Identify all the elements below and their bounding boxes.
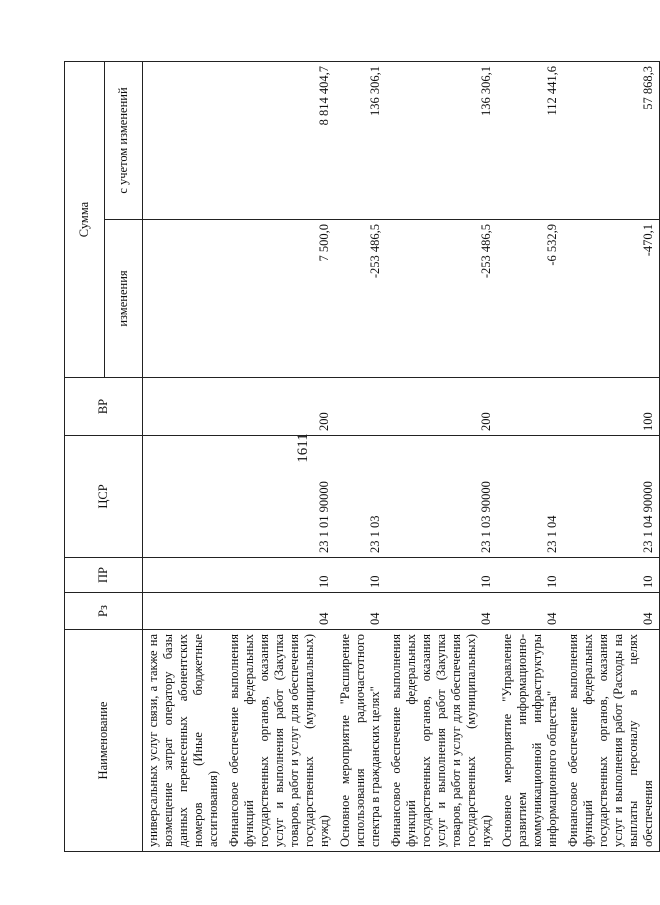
row-vr bbox=[143, 378, 225, 436]
budget-table bbox=[64, 61, 660, 852]
row-with-change: 136 306,1 bbox=[335, 62, 386, 220]
row-pr: 10 bbox=[335, 558, 386, 593]
table-row bbox=[497, 62, 563, 852]
row-csr: 23 1 04 90000 bbox=[563, 436, 660, 558]
table-row bbox=[143, 62, 225, 852]
row-name: Основное мероприятие "Расширение использования радиочастотного спектра в гражданских целях" bbox=[335, 630, 386, 852]
row-change: -253 486,5 bbox=[335, 220, 386, 378]
row-change bbox=[143, 220, 225, 378]
row-name: Финансовое обеспечение выполнения функций федеральных государственных органов, оказания услуг и выполнения работ (Расходы на выплаты персоналу в целях обеспечения bbox=[563, 630, 660, 852]
row-csr: 23 1 03 90000 bbox=[386, 436, 497, 558]
row-change: 7 500,0 bbox=[224, 220, 335, 378]
row-csr: 23 1 03 bbox=[335, 436, 386, 558]
row-pr: 10 bbox=[497, 558, 563, 593]
table-row bbox=[335, 62, 386, 852]
row-vr bbox=[335, 378, 386, 436]
header-change: изменения bbox=[105, 220, 143, 378]
row-rz: 04 bbox=[563, 593, 660, 630]
row-name: Основное мероприятие "Управление развитием информационно-коммуникационной инфраструктуры информационного общества" bbox=[497, 630, 563, 852]
row-rz: 04 bbox=[497, 593, 563, 630]
budget-table-container bbox=[64, 62, 655, 852]
row-rz bbox=[143, 593, 225, 630]
header-vr: ВР bbox=[65, 378, 143, 436]
page-number: 1611 bbox=[295, 433, 311, 463]
row-name: Финансовое обеспечение выполнения функций федеральных государственных органов, оказания услуг и выполнения работ (Закупка товаров, работ и услуг для обеспечения государственных (муниципальных) нужд) bbox=[386, 630, 497, 852]
table-row bbox=[224, 62, 335, 852]
row-with-change bbox=[143, 62, 225, 220]
row-rz: 04 bbox=[335, 593, 386, 630]
row-rz: 04 bbox=[224, 593, 335, 630]
row-name: Финансовое обеспечение выполнения функций федеральных государственных органов, оказания услуг и выполнения работ (Закупка товаров, работ и услуг для обеспечения государственных (муниципальных) нужд) bbox=[224, 630, 335, 852]
header-rz: Рз bbox=[65, 593, 143, 630]
row-pr bbox=[143, 558, 225, 593]
row-csr: 23 1 04 bbox=[497, 436, 563, 558]
row-pr: 10 bbox=[563, 558, 660, 593]
header-with-change: с учетом изменений bbox=[105, 62, 143, 220]
row-csr bbox=[143, 436, 225, 558]
header-csr: ЦСР bbox=[65, 436, 143, 558]
row-change: -253 486,5 bbox=[386, 220, 497, 378]
row-vr: 200 bbox=[386, 378, 497, 436]
row-rz: 04 bbox=[386, 593, 497, 630]
row-with-change: 112 441,6 bbox=[497, 62, 563, 220]
row-csr: 23 1 01 90000 bbox=[224, 436, 335, 558]
row-pr: 10 bbox=[386, 558, 497, 593]
row-pr: 10 bbox=[224, 558, 335, 593]
header-pr: ПР bbox=[65, 558, 143, 593]
row-change: -6 532,9 bbox=[497, 220, 563, 378]
row-vr: 200 bbox=[224, 378, 335, 436]
row-with-change: 57 868,3 bbox=[563, 62, 660, 220]
row-vr: 100 bbox=[563, 378, 660, 436]
row-name: универсальных услуг связи, а также на возмещение затрат оператору базы данных перенесенных абонентских номеров (Иные бюджетные ассигнования) bbox=[143, 630, 225, 852]
header-name: Наименование bbox=[65, 630, 143, 852]
header-sum: Сумма bbox=[65, 62, 105, 378]
row-vr bbox=[497, 378, 563, 436]
row-with-change: 8 814 404,7 bbox=[224, 62, 335, 220]
row-with-change: 136 306,1 bbox=[386, 62, 497, 220]
table-row bbox=[563, 62, 660, 852]
table-row bbox=[386, 62, 497, 852]
row-change: -470,1 bbox=[563, 220, 660, 378]
